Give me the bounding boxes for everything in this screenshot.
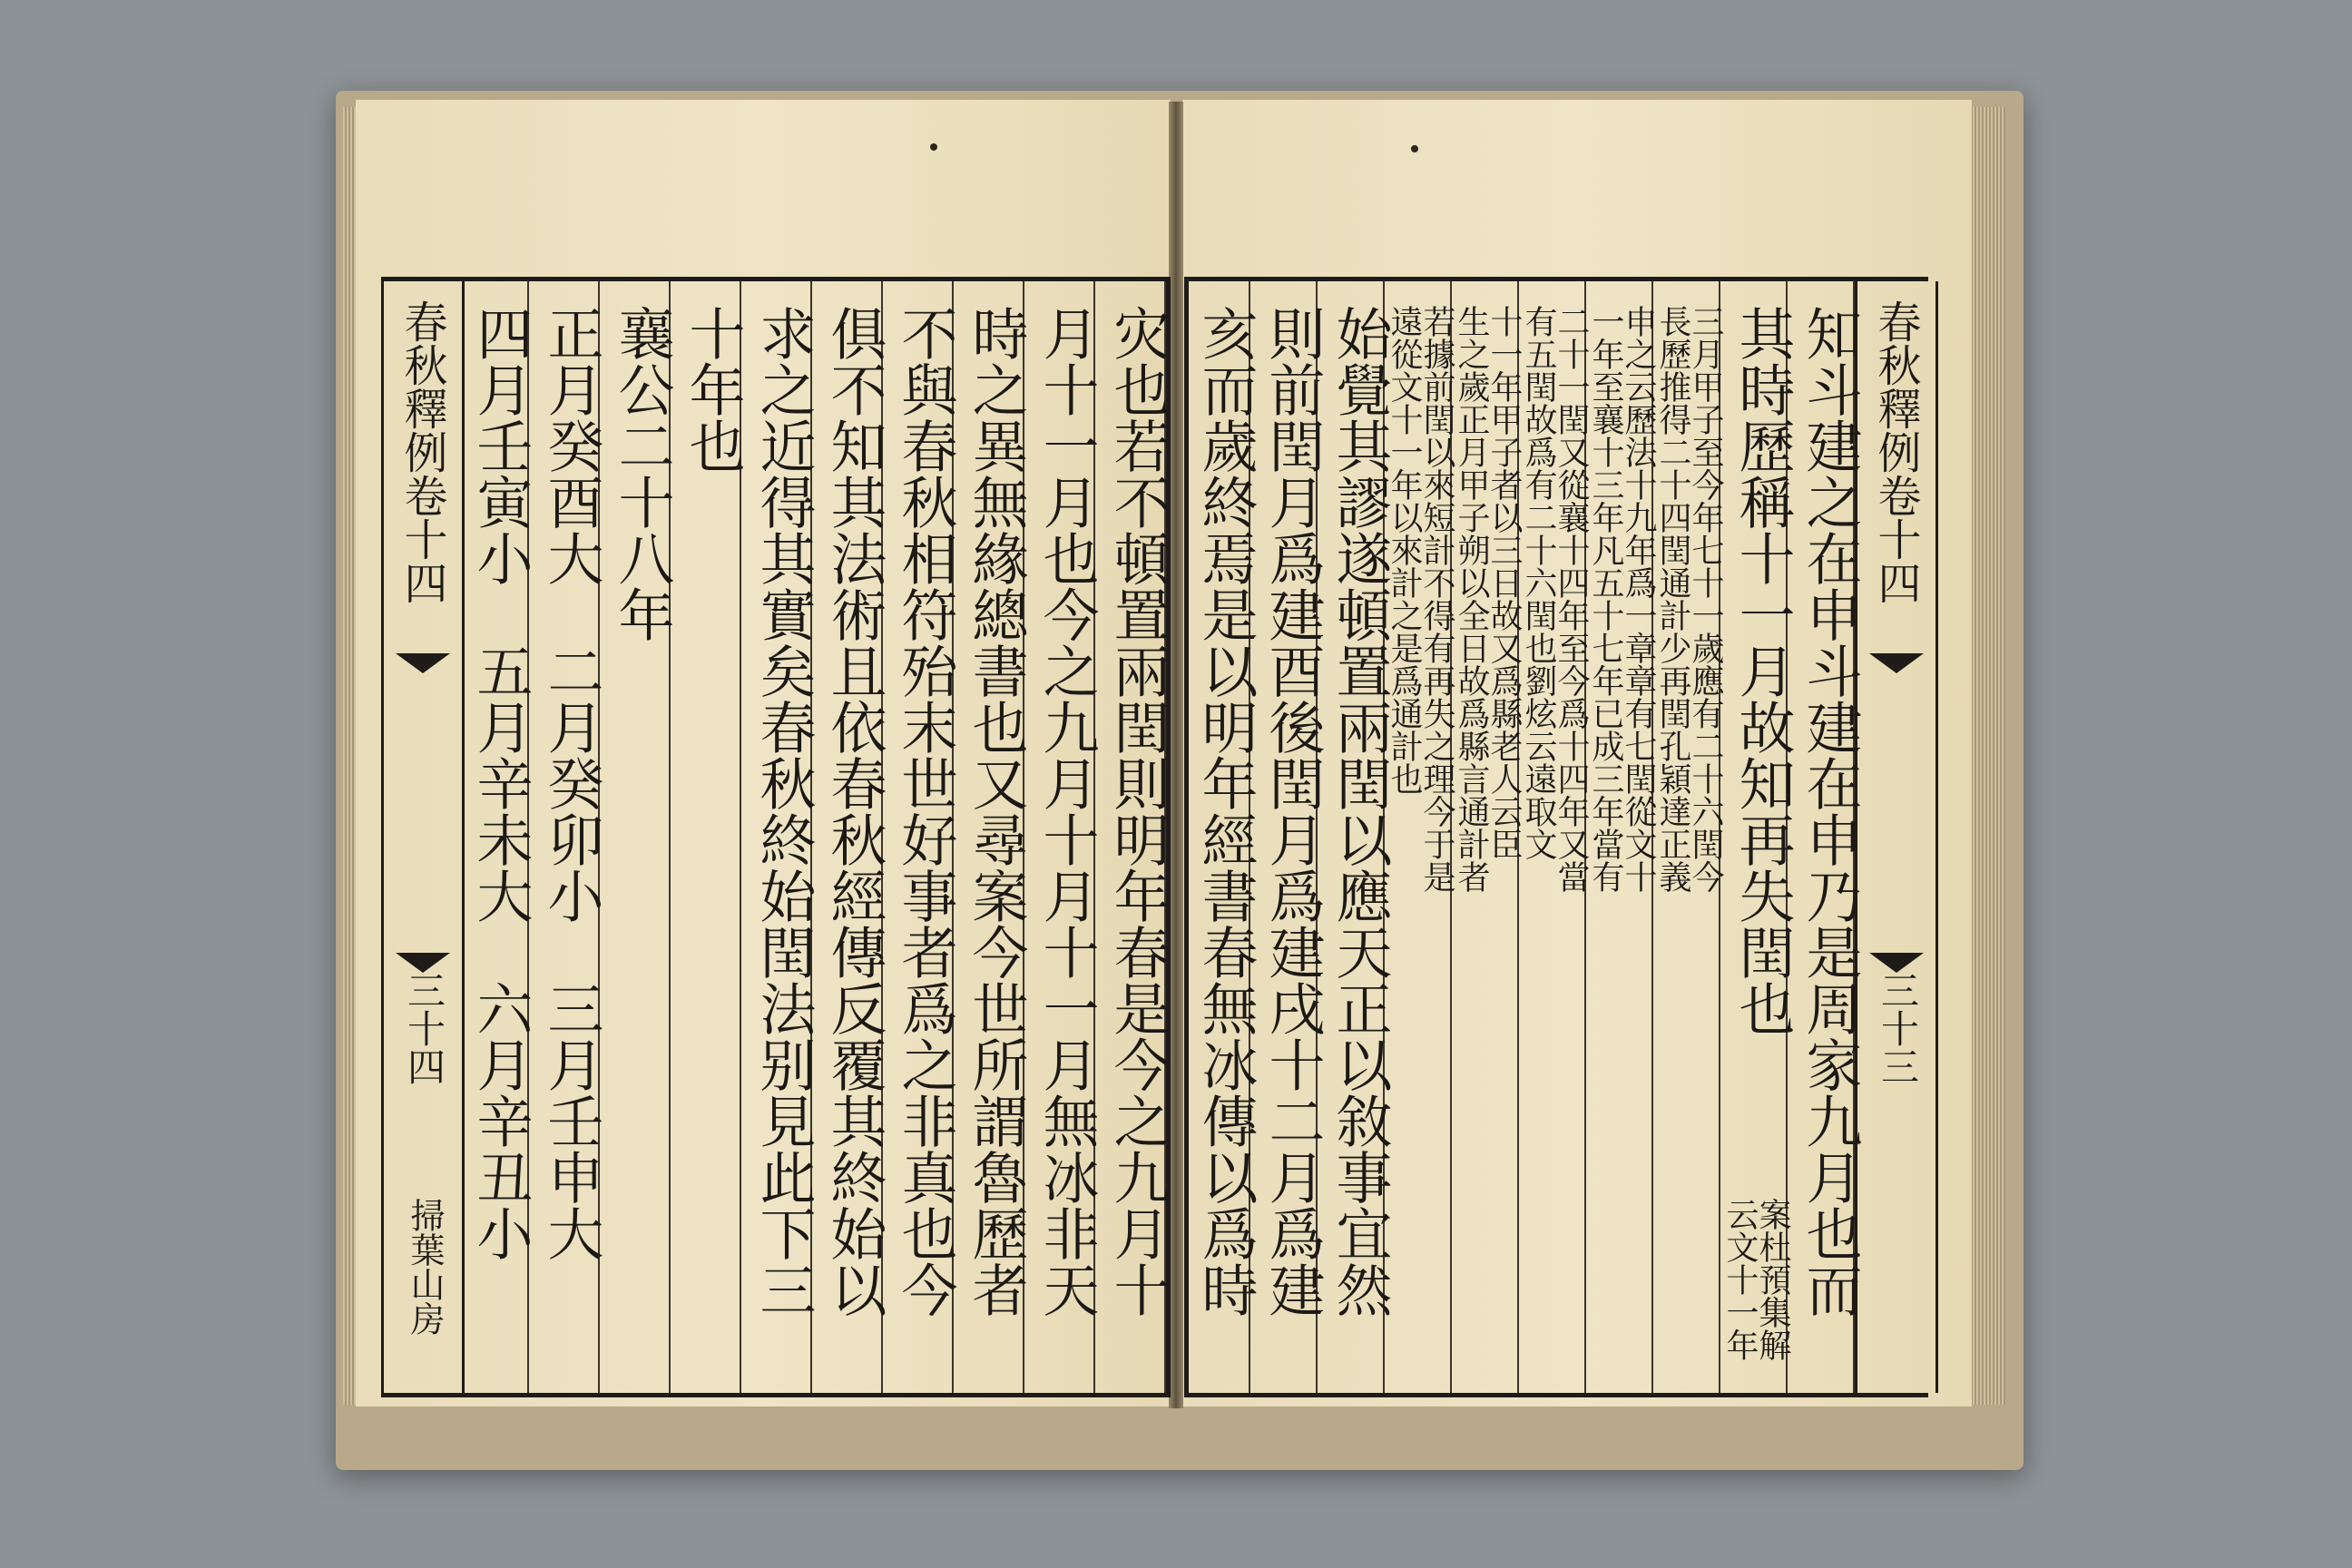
text-column xyxy=(600,281,675,1393)
text-column xyxy=(954,281,1029,1393)
main-text: 不與春秋相符殆末世好事者爲之非真也今 xyxy=(892,305,958,1318)
right-banxin xyxy=(1855,281,1938,1393)
text-column xyxy=(671,281,746,1393)
text-column xyxy=(812,281,887,1393)
left-banxin xyxy=(381,281,465,1393)
ink-spot xyxy=(930,143,937,151)
text-column xyxy=(1653,281,1724,1393)
main-text: 始覺其謬遂頓置兩閏以應天正以敘事宜然 xyxy=(1327,305,1393,1318)
main-text: 其時歷稱十一月故知再失閏也 xyxy=(1730,305,1796,1036)
main-text: 月十一月也今之九月十月十一月無冰非天 xyxy=(1034,305,1100,1318)
text-column xyxy=(458,281,534,1393)
commentary-text: 生之歲正月甲子朔以全日故爲縣言通計者 xyxy=(1453,305,1490,893)
commentary-text: 遠從文十一年以來計之是爲通計也 xyxy=(1386,305,1423,795)
text-column xyxy=(1183,281,1259,1393)
right-text-frame xyxy=(1184,277,1928,1397)
fish-tail-mark xyxy=(396,653,450,673)
commentary-text: 有五閏故爲有二十六閏也劉炫云遠取文 xyxy=(1520,305,1557,860)
fish-tail-mark xyxy=(1869,653,1924,673)
fish-tail-mark xyxy=(396,953,450,973)
text-column xyxy=(1720,281,1796,1393)
banxin-title: 春秋釋例卷十四 xyxy=(397,299,447,604)
main-text: 十年也 xyxy=(680,305,746,474)
commentary-text: 申之云歷法十九年爲一章章有七閏從文十 xyxy=(1620,305,1657,893)
banxin-title: 春秋釋例卷十四 xyxy=(1870,299,1921,604)
text-column xyxy=(1095,281,1171,1393)
main-text: 知斗建之在申斗建在申乃是周家九月也而 xyxy=(1797,305,1863,1318)
main-text: 亥而歲終焉是以明年經書春無冰傳以爲時 xyxy=(1192,305,1259,1318)
fish-tail-mark xyxy=(1869,953,1924,973)
banxin-page-number: 三十四 xyxy=(402,971,446,1085)
main-text: 四月壬寅小 五月辛未大 六月辛丑小 xyxy=(467,305,534,1261)
main-text: 求之近得其實矣春秋終始閏法别見此下三 xyxy=(750,305,817,1318)
text-column xyxy=(1024,281,1100,1393)
commentary-text: 云文十一年 xyxy=(1721,1198,1759,1361)
main-text: 正月癸酉大 二月癸卯小 三月壬申大 xyxy=(538,305,604,1261)
main-text: 時之異無緣總書也又尋案今世所謂魯歷者 xyxy=(963,305,1029,1318)
text-column xyxy=(883,281,958,1393)
main-text: 俱不知其法術且依春秋經傳反覆其終始以 xyxy=(821,305,887,1318)
right-page-edges xyxy=(1969,107,2005,1405)
text-column xyxy=(529,281,604,1393)
commentary-text: 十一年甲子者以三日故又爲縣老人云臣 xyxy=(1485,305,1523,860)
text-column xyxy=(1452,281,1523,1393)
text-column xyxy=(741,281,817,1393)
main-text: 灾也若不頓置兩閏則明年春是今之九月十 xyxy=(1104,305,1171,1318)
banxin-page-number: 三十三 xyxy=(1876,971,1920,1085)
commentary-text: 案杜預集解 xyxy=(1754,1198,1791,1361)
text-column xyxy=(1519,281,1590,1393)
main-text: 則前閏月爲建酉後閏月爲建戌十二月爲建 xyxy=(1259,305,1326,1318)
text-column xyxy=(1586,281,1657,1393)
ink-spot xyxy=(1411,145,1418,152)
commentary-text: 三月甲子至今年七十一歲應有二十六閏今 xyxy=(1687,305,1724,893)
left-text-frame xyxy=(381,277,1171,1397)
commentary-text: 若據前閏以來短計不得有再失之理今于是 xyxy=(1418,305,1455,893)
main-text: 襄公二十八年 xyxy=(609,305,675,642)
banxin-publisher: 掃葉山房 xyxy=(405,1198,445,1336)
commentary-text: 二十一閏又從襄十四年至今爲十四年又當 xyxy=(1553,305,1590,893)
commentary-text: 一年至襄十三年凡五十七年已成三年當有 xyxy=(1587,305,1624,893)
commentary-text: 長歷推得二十四閏通計少再閏孔穎達正義 xyxy=(1654,305,1691,893)
